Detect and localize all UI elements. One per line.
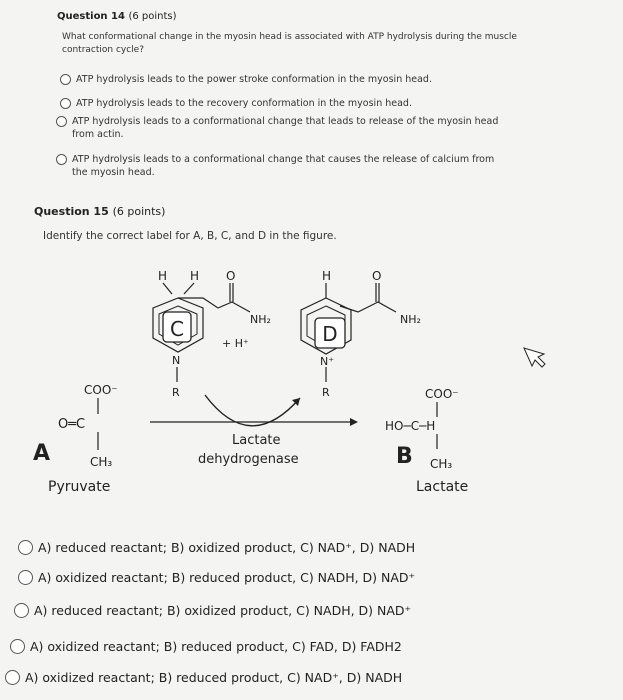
label-b: B — [396, 444, 413, 469]
q14-option-3[interactable] — [56, 115, 506, 141]
hydroxyl-carbon: HO─C─H — [385, 419, 436, 433]
r-group: R — [172, 386, 180, 399]
label-a: A — [33, 441, 51, 466]
label-d: D — [322, 322, 338, 346]
question-15-prompt: Identify the correct label for A, B, C, and D in the figure. — [43, 230, 337, 242]
q15-option-5[interactable] — [5, 670, 595, 686]
coenzyme-d-structure — [301, 269, 421, 399]
question-15-points: (6 points) — [112, 205, 166, 218]
q14-option-1[interactable] — [60, 73, 510, 86]
lactate-structure — [385, 387, 468, 495]
question-15-header — [34, 205, 165, 218]
radio-button[interactable] — [10, 639, 25, 654]
coo-group: COO⁻ — [84, 383, 118, 397]
q15-option-2[interactable] — [18, 570, 608, 586]
option-label: A) reduced reactant; B) oxidized product, C) NAD⁺, D) NADH — [38, 540, 416, 555]
q14-option-4[interactable] — [56, 153, 506, 179]
mouse-cursor-icon — [524, 348, 545, 367]
radio-button[interactable] — [60, 74, 71, 85]
pyruvate-structure — [33, 383, 118, 495]
lactate-dehydrogenase-figure — [0, 250, 623, 510]
enzyme-name-line1: Lactate — [232, 433, 281, 448]
option-label: ATP hydrolysis leads to a conformational change that causes the release of calcium from the myosin head. — [72, 154, 495, 178]
q14-option-2[interactable] — [60, 97, 510, 110]
o-atom: O — [226, 269, 236, 283]
enzyme-name-line2: dehydrogenase — [198, 452, 299, 467]
h-atom: H — [322, 269, 332, 283]
reaction-arrowhead — [350, 418, 358, 426]
option-label: A) oxidized reactant; B) reduced product, C) NAD⁺, D) NADH — [25, 670, 403, 685]
q15-option-4[interactable] — [10, 639, 600, 655]
nh2-group: NH₂ — [250, 313, 271, 326]
coo-group: COO⁻ — [425, 387, 459, 401]
radio-button[interactable] — [56, 154, 67, 165]
label-c: C — [170, 317, 184, 341]
h-atom: H — [190, 269, 200, 283]
n-plus-atom: N⁺ — [320, 355, 335, 368]
carbonyl-group: O═C — [58, 417, 86, 432]
r-group: R — [322, 386, 330, 399]
curved-arrow — [205, 395, 300, 426]
question-14-title: Question 14 — [57, 11, 125, 22]
ch3-group: CH₃ — [430, 457, 453, 471]
plus-h: + H⁺ — [222, 337, 249, 350]
option-label: A) reduced reactant; B) oxidized product, C) NADH, D) NAD⁺ — [34, 603, 412, 618]
option-label: A) oxidized reactant; B) reduced product, C) FAD, D) FADH2 — [30, 639, 402, 654]
n-atom: N — [172, 354, 181, 367]
question-14-points: (6 points) — [128, 11, 177, 22]
question-14-prompt: What conformational change in the myosin head is associated with ATP hydrolysis during the muscle contraction cycle? — [62, 32, 517, 55]
q15-option-3[interactable] — [14, 603, 604, 619]
ch3-group: CH₃ — [90, 455, 113, 469]
radio-button[interactable] — [60, 98, 71, 109]
nh2-group: NH₂ — [400, 313, 421, 326]
radio-button[interactable] — [56, 116, 67, 127]
h-atom: H — [158, 269, 168, 283]
q15-option-1[interactable] — [18, 540, 608, 556]
radio-button[interactable] — [18, 570, 33, 585]
coenzyme-c-structure — [153, 269, 271, 399]
option-label: ATP hydrolysis leads to the power stroke conformation in the myosin head. — [76, 74, 432, 85]
radio-button[interactable] — [14, 603, 29, 618]
option-label: ATP hydrolysis leads to a conformational change that leads to release of the myosin head from actin. — [72, 116, 499, 140]
o-atom: O — [372, 269, 382, 283]
option-label: ATP hydrolysis leads to the recovery conformation in the myosin head. — [76, 98, 412, 109]
option-label: A) oxidized reactant; B) reduced product, C) NADH, D) NAD⁺ — [38, 570, 416, 585]
radio-button[interactable] — [18, 540, 33, 555]
question-14-header — [57, 11, 177, 22]
lactate-label: Lactate — [416, 479, 469, 495]
radio-button[interactable] — [5, 670, 20, 685]
question-15-title: Question 15 — [34, 205, 109, 218]
pyruvate-label: Pyruvate — [48, 479, 111, 495]
